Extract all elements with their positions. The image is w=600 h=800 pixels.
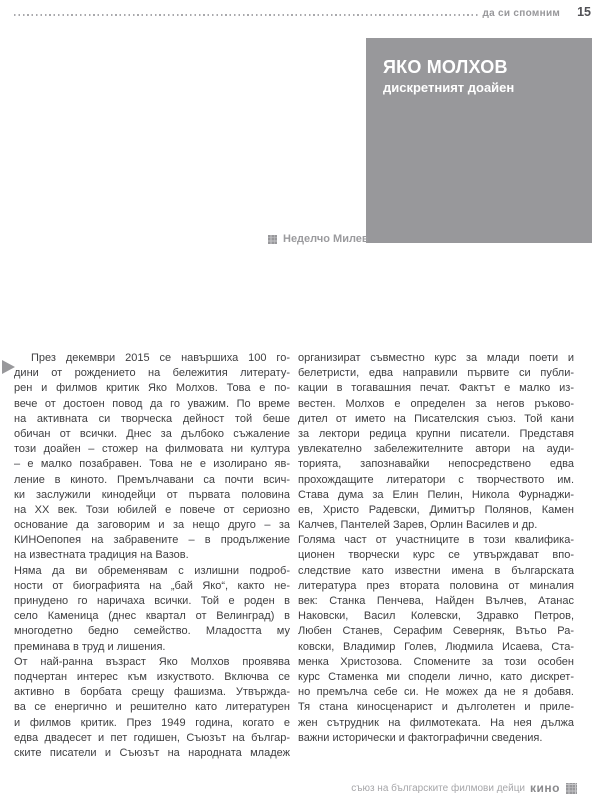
header-section-label: да си спомним — [482, 8, 561, 19]
byline — [268, 233, 369, 245]
text-line: ности от биографията на „бай Яко“, както не- — [14, 579, 290, 592]
text-line: Тя стана киносценарист и дълголетен и приле- — [298, 701, 574, 714]
text-line: ските писатели и Съюзът на народната младеж — [14, 746, 290, 759]
page-header — [14, 5, 591, 19]
text-line: основание да заговорим и за нещо друго – за — [14, 519, 290, 532]
text-line: на активната си творческа дейност той беше — [14, 412, 290, 425]
text-line: Наковски, Васил Колевски, Здравко Петров, — [298, 610, 574, 623]
text-line: увлекателно забележителните автори на ауди- — [298, 443, 574, 456]
author-name: Неделчо Милев — [283, 233, 369, 245]
text-line: рен и филмов критик Яко Молхов. Това е по- — [14, 382, 290, 395]
text-line: дини от рождението на бележития литерату- — [14, 367, 290, 380]
text-line: ление в киното. Премълчавани са почти всич- — [14, 473, 290, 486]
text-line: този доайен – стожер на филмовата ни култура — [14, 443, 290, 456]
text-line: следствие като известни имена в българската — [298, 564, 574, 577]
text-line: прохождащите литератори с творчеството им. — [298, 473, 574, 486]
text-line: преминава в труд и лишения. — [14, 640, 166, 653]
paragraph — [14, 564, 290, 655]
text-line: организират съвместно курс за млади поети и — [298, 352, 574, 364]
text-line: литература през втората половина от миналия — [298, 579, 574, 592]
text-line: кации в тогавашния печат. Фактът е малко из- — [298, 382, 574, 395]
author-square-icon — [268, 235, 277, 244]
text-line: за лектори редица крупни писатели. Представя — [298, 427, 574, 440]
text-line: Голяма част от участниците в този квалифика- — [298, 534, 574, 547]
text-line: торията, запознавайки непосредствено едва — [298, 458, 574, 471]
text-line: – е малко позабравен. Това не е изолирано яв- — [14, 458, 290, 471]
text-line: на ХХ век. Този юбилей е повече от сериозно — [14, 503, 290, 516]
text-line: Любен Станев, Серафим Северняк, Вътьо Ра- — [298, 625, 574, 638]
text-line: многодетно бедно семейство. Младостта му — [14, 625, 290, 638]
text-line: белетристи, едва направили първите си публи- — [298, 367, 574, 380]
article-column-right — [298, 351, 574, 746]
text-line: едва двадесет и пет годишен, Съюзът на българ- — [14, 731, 290, 744]
text-line: ковски, Владимир Голев, Людмила Исаева, Ста- — [298, 640, 574, 653]
paragraph — [298, 351, 574, 533]
text-line: От най-ранна възраст Яко Молхов проявява — [14, 655, 290, 668]
text-line: дител от името на Писателския съюз. Той кани — [298, 412, 574, 425]
footer-text: съюз на българските филмови дейци — [351, 782, 526, 794]
text-line: принудено го наричаха всички. Той е роден в — [14, 595, 290, 607]
text-line: век: Станка Пенчева, Найден Вълчев, Атанас — [298, 595, 574, 607]
footer-logo: кино — [530, 781, 560, 795]
text-line: важни исторически и фактографични сведения. — [298, 731, 543, 744]
text-line: на известната традиция на Вазов. — [14, 549, 189, 562]
text-line: активно в борбата срещу фашизма. Утвържда- — [14, 686, 290, 699]
text-line: Няма да ви обременявам с излишни подроб- — [14, 564, 290, 577]
text-line: обичан от всички. Днес за дълбоко съжаление — [14, 427, 290, 440]
article-title-box — [366, 38, 592, 243]
text-line: и филмов критик. През 1949 година, когато е — [14, 716, 290, 729]
text-line: но премълча себе си. Не можех да не я добавя. — [298, 686, 574, 699]
text-line: ки заслужили кинодейци от първата половина — [14, 488, 290, 501]
footer-logo-square-icon — [566, 783, 577, 794]
text-line: вестен. Молхов е определен за негов ръково- — [298, 397, 574, 410]
text-line: курс Стаменка ми сподели лично, като дискрет- — [298, 670, 574, 683]
text-line: ва се енергично и решително като литературен — [14, 701, 290, 714]
text-line: подчертан интерес към изкуството. Включва се — [14, 670, 290, 683]
text-line: ционен творчески курс се утвърждават впо- — [298, 549, 574, 562]
text-line: менка Христозова. Спомените за този особен — [298, 655, 574, 668]
text-line: През декември 2015 се навършиха 100 го- — [31, 352, 290, 364]
page-number: 15 — [577, 5, 591, 19]
dotted-leader — [14, 14, 478, 16]
paragraph — [14, 655, 290, 761]
text-line: жен сътрудник на филмотеката. На нея дължа — [298, 716, 574, 729]
text-line: Калчев, Пантелей Зарев, Орлин Василев и др. — [298, 519, 538, 532]
paragraph — [14, 351, 290, 564]
article-column-left — [14, 351, 290, 761]
text-line: вече от достоен повод да го уважим. По време — [14, 397, 290, 410]
paragraph — [298, 533, 574, 746]
article-title: ЯКО МОЛХОВ — [383, 57, 508, 77]
text-line: село Каменица (днес квартал от Велинград) в — [14, 610, 290, 623]
article-subtitle: дискретният доайен — [383, 80, 515, 95]
page-footer — [351, 781, 577, 795]
text-line: ев, Христо Радевски, Димитър Полянов, Камен — [298, 503, 574, 516]
text-line: КИНОепопея на забравените – в продължение — [14, 534, 290, 547]
text-line: Става дума за Елин Пелин, Никола Фурнаджи- — [298, 488, 574, 501]
